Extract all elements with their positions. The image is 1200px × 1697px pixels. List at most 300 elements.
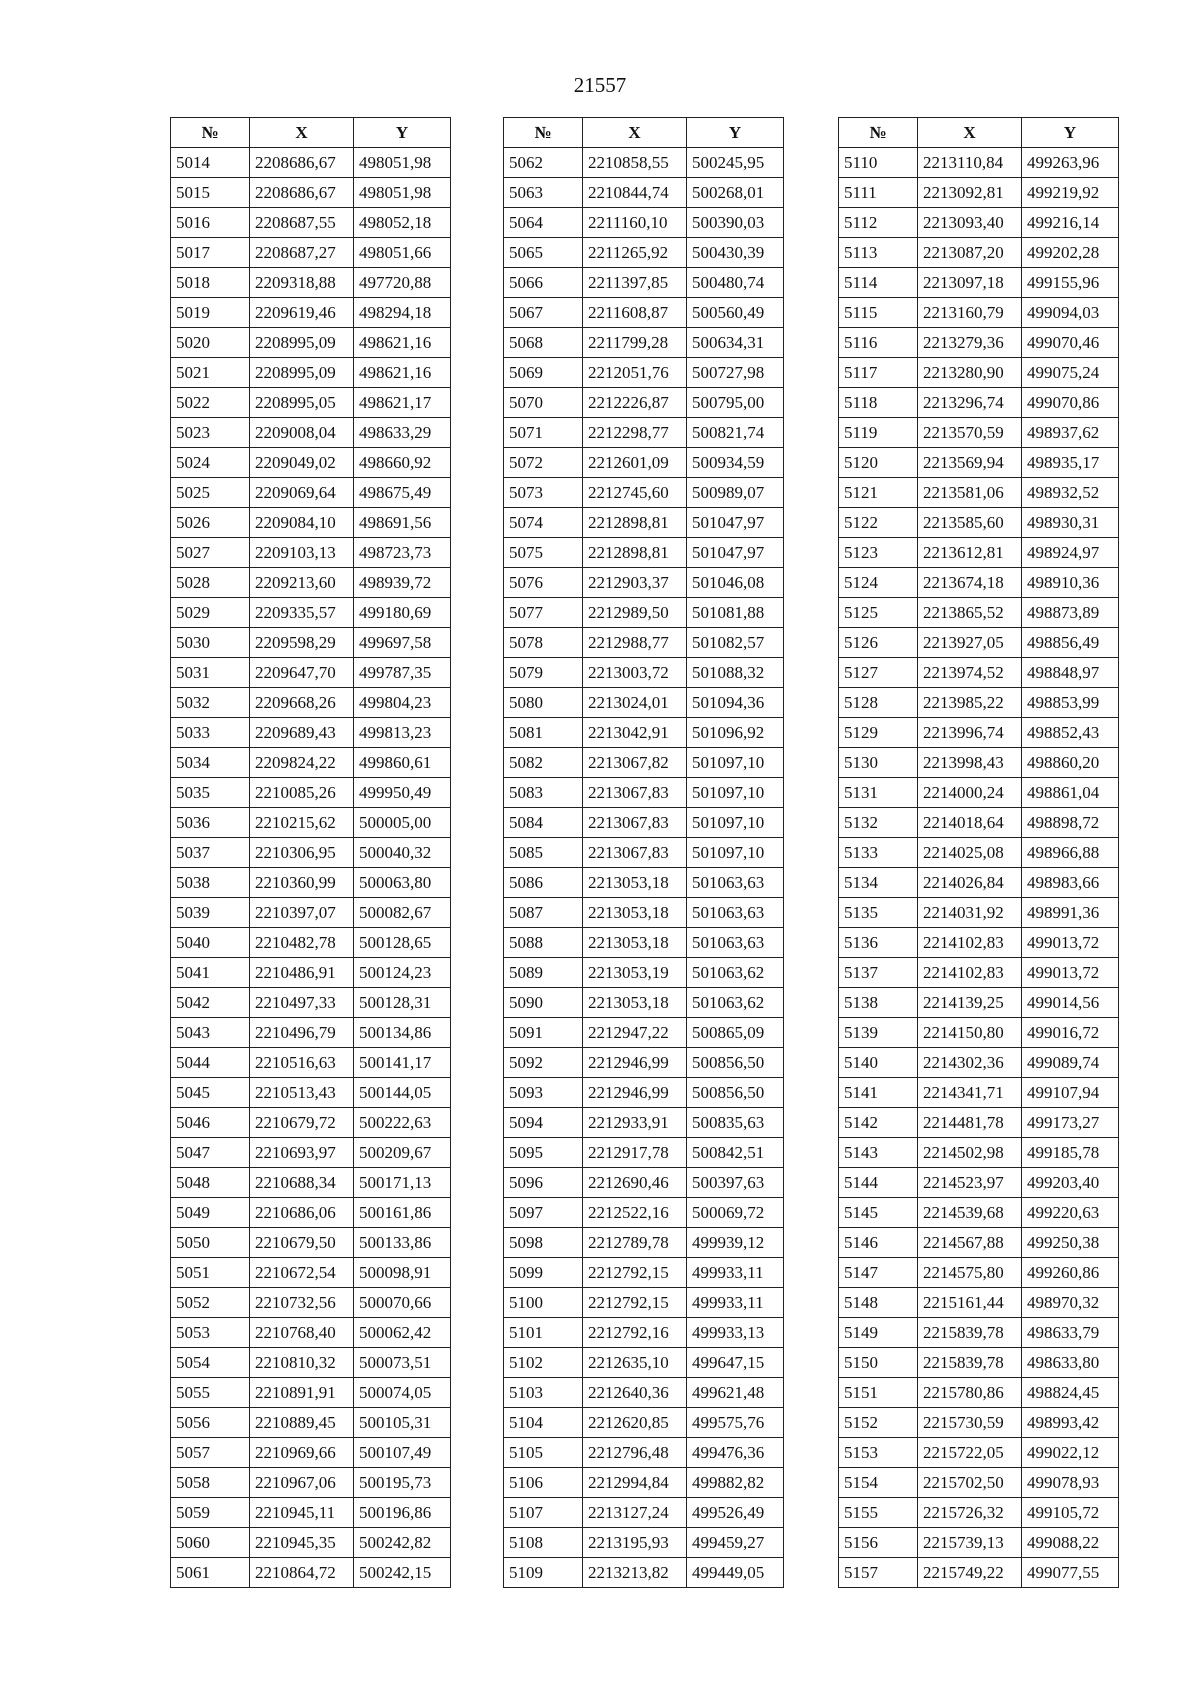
table-row xyxy=(171,598,451,628)
table-row xyxy=(171,1558,451,1588)
x-coordinate-cell: 2212989,50 xyxy=(583,598,687,628)
point-number-cell: 5154 xyxy=(839,1468,918,1498)
table-row xyxy=(839,1228,1119,1258)
table-row xyxy=(171,328,451,358)
x-coordinate-cell: 2213585,60 xyxy=(918,508,1022,538)
point-number-cell: 5082 xyxy=(504,748,583,778)
table-row xyxy=(171,1498,451,1528)
x-coordinate-cell: 2214139,25 xyxy=(918,988,1022,1018)
x-coordinate-cell: 2212898,81 xyxy=(583,538,687,568)
y-coordinate-cell: 500144,05 xyxy=(354,1078,451,1108)
x-coordinate-cell: 2210858,55 xyxy=(583,148,687,178)
x-coordinate-cell: 2210891,91 xyxy=(250,1378,354,1408)
table-header-row xyxy=(171,118,451,148)
x-coordinate-cell: 2210486,91 xyxy=(250,958,354,988)
table-row xyxy=(504,988,784,1018)
y-coordinate-cell: 498052,18 xyxy=(354,208,451,238)
table-row xyxy=(839,148,1119,178)
x-coordinate-cell: 2212789,78 xyxy=(583,1228,687,1258)
table-row xyxy=(504,1228,784,1258)
x-coordinate-cell: 2213213,82 xyxy=(583,1558,687,1588)
table-row xyxy=(839,628,1119,658)
x-coordinate-cell: 2213042,91 xyxy=(583,718,687,748)
point-number-cell: 5028 xyxy=(171,568,250,598)
x-coordinate-cell: 2209069,64 xyxy=(250,478,354,508)
table-row xyxy=(171,448,451,478)
x-coordinate-cell: 2214302,36 xyxy=(918,1048,1022,1078)
table-row xyxy=(171,778,451,808)
x-coordinate-cell: 2212903,37 xyxy=(583,568,687,598)
point-number-cell: 5037 xyxy=(171,838,250,868)
point-number-cell: 5046 xyxy=(171,1108,250,1138)
table-row xyxy=(504,448,784,478)
y-coordinate-cell: 499070,46 xyxy=(1022,328,1119,358)
table-row xyxy=(839,238,1119,268)
table-row xyxy=(171,1198,451,1228)
y-coordinate-cell: 499202,28 xyxy=(1022,238,1119,268)
y-coordinate-cell: 499078,93 xyxy=(1022,1468,1119,1498)
y-coordinate-cell: 499882,82 xyxy=(687,1468,784,1498)
table-row xyxy=(839,1408,1119,1438)
point-number-cell: 5022 xyxy=(171,388,250,418)
y-coordinate-cell: 501063,63 xyxy=(687,928,784,958)
column-header-number: № xyxy=(171,118,250,148)
table-row xyxy=(504,1498,784,1528)
y-coordinate-cell: 500222,63 xyxy=(354,1108,451,1138)
point-number-cell: 5054 xyxy=(171,1348,250,1378)
x-coordinate-cell: 2213296,74 xyxy=(918,388,1022,418)
y-coordinate-cell: 501063,62 xyxy=(687,958,784,988)
point-number-cell: 5083 xyxy=(504,778,583,808)
x-coordinate-cell: 2210496,79 xyxy=(250,1018,354,1048)
y-coordinate-cell: 499575,76 xyxy=(687,1408,784,1438)
table-row xyxy=(504,328,784,358)
point-number-cell: 5076 xyxy=(504,568,583,598)
x-coordinate-cell: 2215749,22 xyxy=(918,1558,1022,1588)
table-row xyxy=(839,478,1119,508)
x-coordinate-cell: 2212601,09 xyxy=(583,448,687,478)
table-row xyxy=(171,688,451,718)
table-row xyxy=(839,568,1119,598)
x-coordinate-cell: 2210679,50 xyxy=(250,1228,354,1258)
y-coordinate-cell: 499203,40 xyxy=(1022,1168,1119,1198)
y-coordinate-cell: 498824,45 xyxy=(1022,1378,1119,1408)
x-coordinate-cell: 2212898,81 xyxy=(583,508,687,538)
table-row xyxy=(504,838,784,868)
x-coordinate-cell: 2210688,34 xyxy=(250,1168,354,1198)
y-coordinate-cell: 500128,31 xyxy=(354,988,451,1018)
y-coordinate-cell: 501046,08 xyxy=(687,568,784,598)
point-number-cell: 5067 xyxy=(504,298,583,328)
y-coordinate-cell: 499933,11 xyxy=(687,1258,784,1288)
x-coordinate-cell: 2213097,18 xyxy=(918,268,1022,298)
y-coordinate-cell: 500161,86 xyxy=(354,1198,451,1228)
point-number-cell: 5040 xyxy=(171,928,250,958)
table-row xyxy=(839,298,1119,328)
y-coordinate-cell: 500856,50 xyxy=(687,1048,784,1078)
point-number-cell: 5131 xyxy=(839,778,918,808)
x-coordinate-cell: 2208995,09 xyxy=(250,328,354,358)
table-row xyxy=(504,868,784,898)
table-row xyxy=(839,1138,1119,1168)
table-row xyxy=(504,1108,784,1138)
table-row xyxy=(839,358,1119,388)
x-coordinate-cell: 2209103,13 xyxy=(250,538,354,568)
point-number-cell: 5079 xyxy=(504,658,583,688)
point-number-cell: 5135 xyxy=(839,898,918,928)
x-coordinate-cell: 2210810,32 xyxy=(250,1348,354,1378)
table-row xyxy=(171,1528,451,1558)
y-coordinate-cell: 498860,20 xyxy=(1022,748,1119,778)
table-row xyxy=(839,1258,1119,1288)
y-coordinate-cell: 500105,31 xyxy=(354,1408,451,1438)
point-number-cell: 5148 xyxy=(839,1288,918,1318)
point-number-cell: 5042 xyxy=(171,988,250,1018)
y-coordinate-cell: 500098,91 xyxy=(354,1258,451,1288)
point-number-cell: 5138 xyxy=(839,988,918,1018)
table-row xyxy=(171,478,451,508)
point-number-cell: 5140 xyxy=(839,1048,918,1078)
x-coordinate-cell: 2214031,92 xyxy=(918,898,1022,928)
table-row xyxy=(171,988,451,1018)
table-row xyxy=(171,628,451,658)
y-coordinate-cell: 499013,72 xyxy=(1022,928,1119,958)
y-coordinate-cell: 501097,10 xyxy=(687,748,784,778)
point-number-cell: 5088 xyxy=(504,928,583,958)
point-number-cell: 5031 xyxy=(171,658,250,688)
point-number-cell: 5059 xyxy=(171,1498,250,1528)
table-row xyxy=(171,1288,451,1318)
x-coordinate-cell: 2212298,77 xyxy=(583,418,687,448)
point-number-cell: 5092 xyxy=(504,1048,583,1078)
x-coordinate-cell: 2213279,36 xyxy=(918,328,1022,358)
table-row xyxy=(504,1048,784,1078)
table-row xyxy=(504,148,784,178)
point-number-cell: 5041 xyxy=(171,958,250,988)
y-coordinate-cell: 499697,58 xyxy=(354,628,451,658)
table-row xyxy=(504,1258,784,1288)
point-number-cell: 5070 xyxy=(504,388,583,418)
point-number-cell: 5052 xyxy=(171,1288,250,1318)
x-coordinate-cell: 2210513,43 xyxy=(250,1078,354,1108)
point-number-cell: 5019 xyxy=(171,298,250,328)
point-number-cell: 5126 xyxy=(839,628,918,658)
point-number-cell: 5139 xyxy=(839,1018,918,1048)
table-row xyxy=(839,898,1119,928)
y-coordinate-cell: 499787,35 xyxy=(354,658,451,688)
table-row xyxy=(504,778,784,808)
x-coordinate-cell: 2210889,45 xyxy=(250,1408,354,1438)
point-number-cell: 5086 xyxy=(504,868,583,898)
y-coordinate-cell: 498633,79 xyxy=(1022,1318,1119,1348)
point-number-cell: 5069 xyxy=(504,358,583,388)
point-number-cell: 5084 xyxy=(504,808,583,838)
x-coordinate-cell: 2209619,46 xyxy=(250,298,354,328)
table-row xyxy=(171,268,451,298)
table-row xyxy=(504,388,784,418)
table-row xyxy=(171,358,451,388)
y-coordinate-cell: 498970,32 xyxy=(1022,1288,1119,1318)
y-coordinate-cell: 499180,69 xyxy=(354,598,451,628)
point-number-cell: 5129 xyxy=(839,718,918,748)
x-coordinate-cell: 2214341,71 xyxy=(918,1078,1022,1108)
x-coordinate-cell: 2212745,60 xyxy=(583,478,687,508)
point-number-cell: 5073 xyxy=(504,478,583,508)
table-row xyxy=(504,688,784,718)
y-coordinate-cell: 501088,32 xyxy=(687,658,784,688)
table-row xyxy=(839,1378,1119,1408)
table-row xyxy=(839,1498,1119,1528)
table-row xyxy=(504,1198,784,1228)
table-row xyxy=(839,208,1119,238)
point-number-cell: 5096 xyxy=(504,1168,583,1198)
table-row xyxy=(839,1198,1119,1228)
table-row xyxy=(839,658,1119,688)
x-coordinate-cell: 2213053,19 xyxy=(583,958,687,988)
column-header-x: X xyxy=(918,118,1022,148)
x-coordinate-cell: 2215722,05 xyxy=(918,1438,1022,1468)
table-row xyxy=(171,658,451,688)
y-coordinate-cell: 499263,96 xyxy=(1022,148,1119,178)
y-coordinate-cell: 500856,50 xyxy=(687,1078,784,1108)
point-number-cell: 5068 xyxy=(504,328,583,358)
x-coordinate-cell: 2210967,06 xyxy=(250,1468,354,1498)
y-coordinate-cell: 498910,36 xyxy=(1022,568,1119,598)
x-coordinate-cell: 2213985,22 xyxy=(918,688,1022,718)
point-number-cell: 5080 xyxy=(504,688,583,718)
table-row xyxy=(504,508,784,538)
point-number-cell: 5072 xyxy=(504,448,583,478)
x-coordinate-cell: 2215839,78 xyxy=(918,1348,1022,1378)
point-number-cell: 5155 xyxy=(839,1498,918,1528)
x-coordinate-cell: 2209335,57 xyxy=(250,598,354,628)
y-coordinate-cell: 498856,49 xyxy=(1022,628,1119,658)
table-row xyxy=(504,598,784,628)
x-coordinate-cell: 2214481,78 xyxy=(918,1108,1022,1138)
table-row xyxy=(504,1348,784,1378)
y-coordinate-cell: 500209,67 xyxy=(354,1138,451,1168)
table-row xyxy=(839,1468,1119,1498)
column-header-number: № xyxy=(504,118,583,148)
table-row xyxy=(504,958,784,988)
table-row xyxy=(504,718,784,748)
y-coordinate-cell: 501081,88 xyxy=(687,598,784,628)
y-coordinate-cell: 499107,94 xyxy=(1022,1078,1119,1108)
point-number-cell: 5061 xyxy=(171,1558,250,1588)
table-row xyxy=(171,1408,451,1438)
y-coordinate-cell: 499077,55 xyxy=(1022,1558,1119,1588)
y-coordinate-cell: 501063,62 xyxy=(687,988,784,1018)
point-number-cell: 5115 xyxy=(839,298,918,328)
table-row xyxy=(839,988,1119,1018)
y-coordinate-cell: 498873,89 xyxy=(1022,598,1119,628)
point-number-cell: 5050 xyxy=(171,1228,250,1258)
y-coordinate-cell: 499813,23 xyxy=(354,718,451,748)
table-row xyxy=(504,898,784,928)
y-coordinate-cell: 501047,97 xyxy=(687,508,784,538)
table-row xyxy=(171,868,451,898)
table-row xyxy=(171,838,451,868)
point-number-cell: 5099 xyxy=(504,1258,583,1288)
point-number-cell: 5108 xyxy=(504,1528,583,1558)
point-number-cell: 5118 xyxy=(839,388,918,418)
column-header-y: Y xyxy=(687,118,784,148)
table-row xyxy=(839,1108,1119,1138)
table-row xyxy=(839,778,1119,808)
table-row xyxy=(171,298,451,328)
point-number-cell: 5147 xyxy=(839,1258,918,1288)
table-row xyxy=(839,1168,1119,1198)
x-coordinate-cell: 2210397,07 xyxy=(250,898,354,928)
x-coordinate-cell: 2210945,11 xyxy=(250,1498,354,1528)
point-number-cell: 5064 xyxy=(504,208,583,238)
table-row xyxy=(504,658,784,688)
x-coordinate-cell: 2209318,88 xyxy=(250,268,354,298)
table-row xyxy=(839,928,1119,958)
y-coordinate-cell: 500430,39 xyxy=(687,238,784,268)
y-coordinate-cell: 500107,49 xyxy=(354,1438,451,1468)
x-coordinate-cell: 2213581,06 xyxy=(918,478,1022,508)
y-coordinate-cell: 498991,36 xyxy=(1022,898,1119,928)
point-number-cell: 5119 xyxy=(839,418,918,448)
point-number-cell: 5071 xyxy=(504,418,583,448)
point-number-cell: 5098 xyxy=(504,1228,583,1258)
x-coordinate-cell: 2209084,10 xyxy=(250,508,354,538)
table-row xyxy=(171,508,451,538)
x-coordinate-cell: 2212946,99 xyxy=(583,1048,687,1078)
y-coordinate-cell: 499260,86 xyxy=(1022,1258,1119,1288)
table-row xyxy=(839,1348,1119,1378)
point-number-cell: 5077 xyxy=(504,598,583,628)
point-number-cell: 5044 xyxy=(171,1048,250,1078)
x-coordinate-cell: 2215739,13 xyxy=(918,1528,1022,1558)
point-number-cell: 5125 xyxy=(839,598,918,628)
y-coordinate-cell: 498848,97 xyxy=(1022,658,1119,688)
point-number-cell: 5130 xyxy=(839,748,918,778)
coordinates-table-2 xyxy=(503,117,784,1588)
y-coordinate-cell: 500242,15 xyxy=(354,1558,451,1588)
x-coordinate-cell: 2213003,72 xyxy=(583,658,687,688)
point-number-cell: 5038 xyxy=(171,868,250,898)
x-coordinate-cell: 2215702,50 xyxy=(918,1468,1022,1498)
x-coordinate-cell: 2213612,81 xyxy=(918,538,1022,568)
x-coordinate-cell: 2213087,20 xyxy=(918,238,1022,268)
point-number-cell: 5106 xyxy=(504,1468,583,1498)
x-coordinate-cell: 2212994,84 xyxy=(583,1468,687,1498)
y-coordinate-cell: 500124,23 xyxy=(354,958,451,988)
column-header-x: X xyxy=(250,118,354,148)
y-coordinate-cell: 499621,48 xyxy=(687,1378,784,1408)
table-row xyxy=(504,568,784,598)
point-number-cell: 5014 xyxy=(171,148,250,178)
table-row xyxy=(839,958,1119,988)
y-coordinate-cell: 498939,72 xyxy=(354,568,451,598)
y-coordinate-cell: 500069,72 xyxy=(687,1198,784,1228)
point-number-cell: 5021 xyxy=(171,358,250,388)
x-coordinate-cell: 2212051,76 xyxy=(583,358,687,388)
x-coordinate-cell: 2212796,48 xyxy=(583,1438,687,1468)
point-number-cell: 5053 xyxy=(171,1318,250,1348)
table-header-row xyxy=(839,118,1119,148)
y-coordinate-cell: 500040,32 xyxy=(354,838,451,868)
table-row xyxy=(839,178,1119,208)
point-number-cell: 5016 xyxy=(171,208,250,238)
table-row xyxy=(171,388,451,418)
point-number-cell: 5143 xyxy=(839,1138,918,1168)
y-coordinate-cell: 501094,36 xyxy=(687,688,784,718)
point-number-cell: 5078 xyxy=(504,628,583,658)
x-coordinate-cell: 2212640,36 xyxy=(583,1378,687,1408)
table-row xyxy=(171,808,451,838)
point-number-cell: 5132 xyxy=(839,808,918,838)
y-coordinate-cell: 500171,13 xyxy=(354,1168,451,1198)
x-coordinate-cell: 2212917,78 xyxy=(583,1138,687,1168)
x-coordinate-cell: 2210686,06 xyxy=(250,1198,354,1228)
table-row xyxy=(504,238,784,268)
x-coordinate-cell: 2212620,85 xyxy=(583,1408,687,1438)
y-coordinate-cell: 500242,82 xyxy=(354,1528,451,1558)
column-header-number: № xyxy=(839,118,918,148)
x-coordinate-cell: 2215161,44 xyxy=(918,1288,1022,1318)
point-number-cell: 5048 xyxy=(171,1168,250,1198)
table-row xyxy=(171,1108,451,1138)
x-coordinate-cell: 2208995,05 xyxy=(250,388,354,418)
point-number-cell: 5117 xyxy=(839,358,918,388)
point-number-cell: 5116 xyxy=(839,328,918,358)
table-row xyxy=(171,1168,451,1198)
x-coordinate-cell: 2213053,18 xyxy=(583,988,687,1018)
table-row xyxy=(504,808,784,838)
table-row xyxy=(171,208,451,238)
x-coordinate-cell: 2209647,70 xyxy=(250,658,354,688)
y-coordinate-cell: 500062,42 xyxy=(354,1318,451,1348)
point-number-cell: 5032 xyxy=(171,688,250,718)
point-number-cell: 5094 xyxy=(504,1108,583,1138)
y-coordinate-cell: 498051,98 xyxy=(354,178,451,208)
table-row xyxy=(504,1528,784,1558)
table-row xyxy=(171,1048,451,1078)
point-number-cell: 5057 xyxy=(171,1438,250,1468)
table-row xyxy=(171,898,451,928)
point-number-cell: 5120 xyxy=(839,448,918,478)
x-coordinate-cell: 2208686,67 xyxy=(250,178,354,208)
point-number-cell: 5097 xyxy=(504,1198,583,1228)
x-coordinate-cell: 2213053,18 xyxy=(583,868,687,898)
column-header-y: Y xyxy=(1022,118,1119,148)
y-coordinate-cell: 500390,03 xyxy=(687,208,784,238)
point-number-cell: 5075 xyxy=(504,538,583,568)
table-row xyxy=(839,1318,1119,1348)
table-row xyxy=(171,958,451,988)
y-coordinate-cell: 498898,72 xyxy=(1022,808,1119,838)
y-coordinate-cell: 498935,17 xyxy=(1022,448,1119,478)
y-coordinate-cell: 499075,24 xyxy=(1022,358,1119,388)
coordinates-table-3 xyxy=(838,117,1119,1588)
y-coordinate-cell: 500196,86 xyxy=(354,1498,451,1528)
point-number-cell: 5060 xyxy=(171,1528,250,1558)
point-number-cell: 5142 xyxy=(839,1108,918,1138)
y-coordinate-cell: 500842,51 xyxy=(687,1138,784,1168)
x-coordinate-cell: 2213067,83 xyxy=(583,778,687,808)
y-coordinate-cell: 500082,67 xyxy=(354,898,451,928)
y-coordinate-cell: 501063,63 xyxy=(687,898,784,928)
y-coordinate-cell: 499173,27 xyxy=(1022,1108,1119,1138)
point-number-cell: 5144 xyxy=(839,1168,918,1198)
x-coordinate-cell: 2211397,85 xyxy=(583,268,687,298)
x-coordinate-cell: 2213092,81 xyxy=(918,178,1022,208)
y-coordinate-cell: 498930,31 xyxy=(1022,508,1119,538)
y-coordinate-cell: 499185,78 xyxy=(1022,1138,1119,1168)
